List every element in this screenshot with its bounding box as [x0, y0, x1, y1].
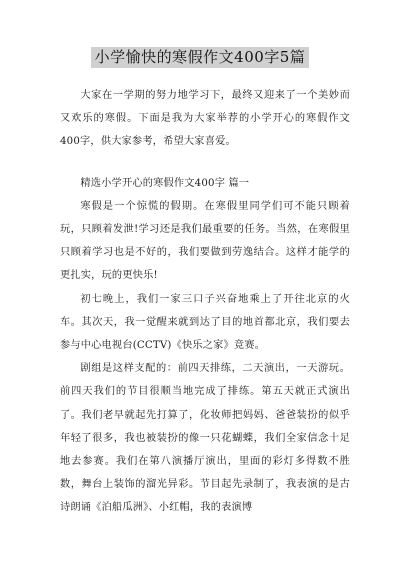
document-body	[60, 84, 350, 520]
body-paragraph-2: 初七晚上，我们一家三口子兴奋地乘上了开往北京的火车。其次天，我一觉醒来就到达了目的地首都北京，我们要去参与中心电视台(CCTV)《快乐之家》竞赛。	[60, 293, 350, 352]
title-container	[0, 47, 400, 68]
body-paragraph-3: 剧组是这样支配的：前四天排练，二天演出，一天游玩。前四天我们的节目很顺当地完成了排练。第五天就正式演出了。我们老早就起先打算了，化妆师把妈妈、爸爸装扮的似乎年轻了很多，我也被装扮的像一只花蝴蝶，我们全家信念十足地去参赛。我们在第八演播厅演出，里面的彩灯多得数不胜数，舞台上装饰的溜光异彩。节目起先录制了，我表演的是古诗朗诵《泊船瓜洲》、小红帽，我的表演博	[60, 363, 350, 514]
section-heading: 精选小学开心的寒假作文400字 篇一	[80, 177, 250, 189]
document-title: 小学愉快的寒假作文400字5篇	[91, 47, 310, 68]
intro-paragraph: 大家在一学期的努力地学习下，最终又迎来了一个美妙而又欢乐的寒假。下面是我为大家举荐的小学开心的寒假作文400字，供大家参考，希望大家喜爱。	[60, 90, 350, 148]
body-paragraph-1: 寒假是一个惊慌的假期。在寒假里同学们可不能只顾着玩，只顾着发泄!学习还是我们最重要的任务。当然，在寒假里只顾着学习也是不好的，我们要做到劳逸结合。这样才能学的更扎实，玩的更快乐!	[60, 200, 350, 282]
